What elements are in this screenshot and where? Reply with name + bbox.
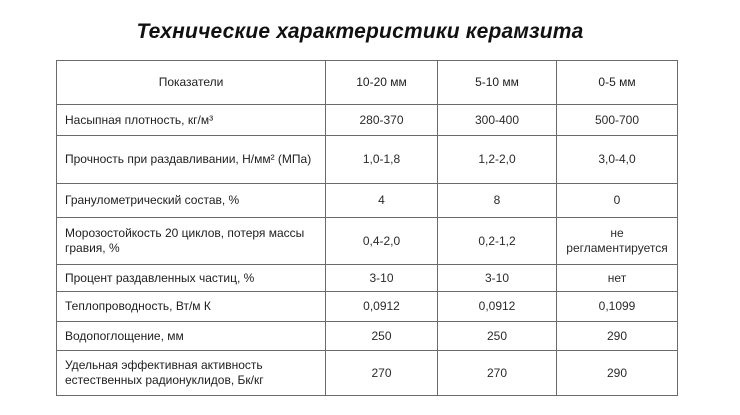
- table-row: [57, 351, 678, 396]
- cell-value: 280-370: [326, 105, 438, 136]
- cell-value: 3-10: [326, 265, 438, 292]
- cell-value: 250: [326, 322, 438, 351]
- cell-value: 250: [438, 322, 557, 351]
- table-row: [57, 136, 678, 184]
- cell-value: 3-10: [438, 265, 557, 292]
- cell-value: 500-700: [557, 105, 678, 136]
- cell-value: 0,2-1,2: [438, 218, 557, 265]
- cell-value: 8: [438, 184, 557, 218]
- cell-value: 290: [557, 322, 678, 351]
- cell-value: 270: [326, 351, 438, 396]
- cell-value: 1,0-1,8: [326, 136, 438, 184]
- cell-value: не регламентируется: [557, 218, 678, 265]
- cell-value: 0,4-2,0: [326, 218, 438, 265]
- row-label: Водопоглощение, мм: [57, 322, 326, 351]
- specs-table: [56, 60, 678, 396]
- table-row: [57, 292, 678, 322]
- cell-value: 0,1099: [557, 292, 678, 322]
- cell-value: 0: [557, 184, 678, 218]
- row-label: Теплопроводность, Вт/м К: [57, 292, 326, 322]
- row-label: Насыпная плотность, кг/м³: [57, 105, 326, 136]
- row-label: Прочность при раздавливании, Н/мм² (МПа): [57, 136, 326, 184]
- column-header-0-5: 0-5 мм: [557, 61, 678, 105]
- column-header-10-20: 10-20 мм: [326, 61, 438, 105]
- cell-value: 0,0912: [438, 292, 557, 322]
- cell-value: нет: [557, 265, 678, 292]
- table-row: [57, 184, 678, 218]
- row-label: Процент раздавленных частиц, %: [57, 265, 326, 292]
- table-row: [57, 218, 678, 265]
- table-row: [57, 105, 678, 136]
- table-row: [57, 322, 678, 351]
- row-label: Удельная эффективная активность естественных радионуклидов, Бк/кг: [57, 351, 326, 396]
- cell-value: 3,0-4,0: [557, 136, 678, 184]
- cell-value: 290: [557, 351, 678, 396]
- cell-value: 300-400: [438, 105, 557, 136]
- cell-value: 0,0912: [326, 292, 438, 322]
- page-title: Технические характеристики керамзита: [136, 20, 584, 43]
- row-label: Гранулометрический состав, %: [57, 184, 326, 218]
- cell-value: 270: [438, 351, 557, 396]
- column-header-5-10: 5-10 мм: [438, 61, 557, 105]
- cell-value: 4: [326, 184, 438, 218]
- cell-value: 1,2-2,0: [438, 136, 557, 184]
- table-row: [57, 265, 678, 292]
- row-label: Морозостойкость 20 циклов, потеря массы гравия, %: [57, 218, 326, 265]
- column-header-parameter: Показатели: [57, 61, 326, 105]
- table-header-row: [57, 61, 678, 105]
